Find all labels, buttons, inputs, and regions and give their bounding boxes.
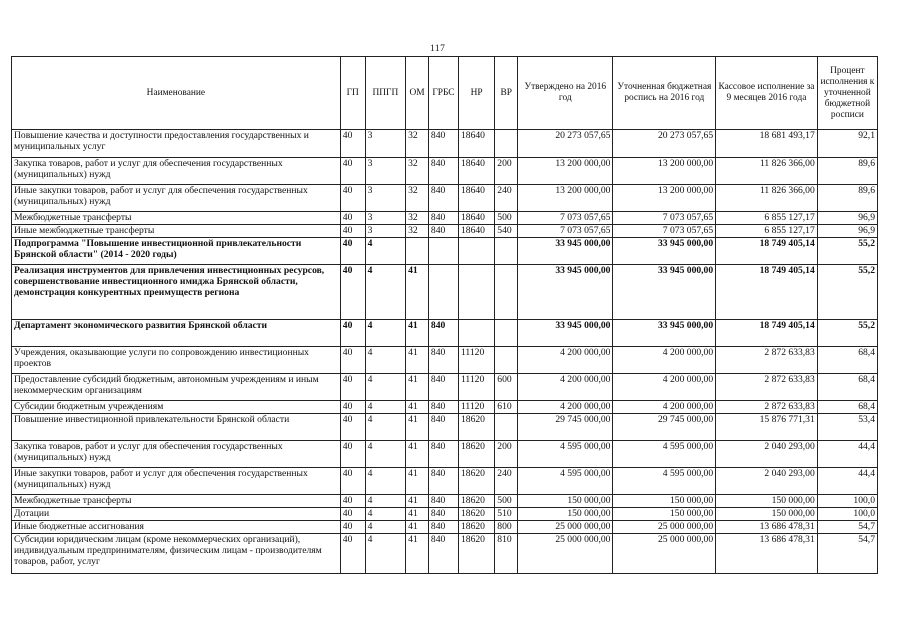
cell-cash-execution: 6 855 127,17 [716, 212, 818, 225]
cell-name: Субсидии юридическим лицам (кроме некоммерческих организаций), индивидуальным предпринимателям, физическим лицам - производителям товаров, работ, услуг [12, 534, 341, 574]
cell-gp: 40 [340, 225, 365, 238]
cell-ppgp: 4 [365, 521, 405, 534]
cell-cash-execution: 18 749 405,14 [716, 238, 818, 265]
cell-vr: 500 [495, 495, 518, 508]
cell-percent: 89,6 [817, 158, 877, 185]
table-row [12, 238, 878, 265]
cell-cash-execution: 2 872 633,83 [716, 374, 818, 401]
cell-grbs: 840 [428, 320, 458, 347]
cell-revised: 7 073 057,65 [613, 225, 716, 238]
cell-ppgp: 4 [365, 265, 405, 320]
cell-percent: 100,0 [817, 495, 877, 508]
cell-grbs: 840 [428, 521, 458, 534]
cell-gp: 40 [340, 374, 365, 401]
cell-cash-execution: 11 826 366,00 [716, 158, 818, 185]
cell-percent: 100,0 [817, 508, 877, 521]
cell-om: 41 [406, 374, 429, 401]
cell-revised: 4 200 000,00 [613, 401, 716, 414]
header-percent: Процент исполнения к уточненной бюджетной росписи [817, 57, 877, 130]
cell-approved: 25 000 000,00 [518, 534, 613, 574]
cell-ppgp: 4 [365, 401, 405, 414]
cell-cash-execution: 6 855 127,17 [716, 225, 818, 238]
cell-vr [495, 130, 518, 158]
cell-om: 41 [406, 521, 429, 534]
cell-om: 32 [406, 185, 429, 212]
cell-name: Иные бюджетные ассигнования [12, 521, 341, 534]
cell-percent: 68,4 [817, 374, 877, 401]
cell-gp: 40 [340, 320, 365, 347]
cell-cash-execution: 150 000,00 [716, 495, 818, 508]
cell-vr: 200 [495, 441, 518, 468]
cell-gp: 40 [340, 212, 365, 225]
cell-nr: 18620 [458, 495, 494, 508]
cell-percent: 55,2 [817, 238, 877, 265]
cell-cash-execution: 150 000,00 [716, 508, 818, 521]
cell-revised: 150 000,00 [613, 508, 716, 521]
cell-name: Предоставление субсидий бюджетным, автономным учреждениям и иным некоммерческим организациям [12, 374, 341, 401]
table-row [12, 374, 878, 401]
cell-gp: 40 [340, 468, 365, 495]
cell-om: 32 [406, 212, 429, 225]
header-om: ОМ [406, 57, 429, 130]
cell-grbs: 840 [428, 441, 458, 468]
cell-nr: 18640 [458, 185, 494, 212]
cell-nr: 18620 [458, 521, 494, 534]
cell-name: Повышение качества и доступности предоставления государственных и муниципальных услуг [12, 130, 341, 158]
cell-name: Реализация инструментов для привлечения инвестиционных ресурсов, совершенствование инвестиционного имиджа Брянской области, демонстрация конкурентных преимуществ региона [12, 265, 341, 320]
cell-name: Иные межбюджетные трансферты [12, 225, 341, 238]
cell-grbs: 840 [428, 534, 458, 574]
cell-revised: 33 945 000,00 [613, 265, 716, 320]
cell-percent: 96,9 [817, 212, 877, 225]
cell-approved: 25 000 000,00 [518, 521, 613, 534]
cell-ppgp: 4 [365, 238, 405, 265]
cell-om: 41 [406, 401, 429, 414]
cell-approved: 4 200 000,00 [518, 374, 613, 401]
cell-om [406, 238, 429, 265]
cell-gp: 40 [340, 508, 365, 521]
cell-percent: 55,2 [817, 320, 877, 347]
cell-cash-execution: 13 686 478,31 [716, 534, 818, 574]
cell-om: 32 [406, 225, 429, 238]
cell-approved: 4 200 000,00 [518, 347, 613, 374]
cell-approved: 4 595 000,00 [518, 468, 613, 495]
cell-grbs: 840 [428, 212, 458, 225]
cell-percent: 53,4 [817, 414, 877, 441]
cell-name: Учреждения, оказывающие услуги по сопровождению инвестиционных проектов [12, 347, 341, 374]
cell-nr: 18620 [458, 414, 494, 441]
cell-ppgp: 4 [365, 508, 405, 521]
cell-gp: 40 [340, 185, 365, 212]
cell-ppgp: 3 [365, 212, 405, 225]
cell-revised: 13 200 000,00 [613, 158, 716, 185]
cell-om: 41 [406, 508, 429, 521]
cell-grbs: 840 [428, 495, 458, 508]
cell-gp: 40 [340, 441, 365, 468]
cell-vr: 600 [495, 374, 518, 401]
cell-approved: 4 595 000,00 [518, 441, 613, 468]
cell-nr: 18640 [458, 130, 494, 158]
cell-revised: 4 200 000,00 [613, 374, 716, 401]
cell-cash-execution: 18 681 493,17 [716, 130, 818, 158]
cell-name: Повышение инвестиционной привлекательности Брянской области [12, 414, 341, 441]
table-row [12, 468, 878, 495]
cell-nr: 11120 [458, 374, 494, 401]
cell-ppgp: 4 [365, 534, 405, 574]
cell-approved: 33 945 000,00 [518, 265, 613, 320]
cell-om: 41 [406, 414, 429, 441]
header-revised: Уточненная бюджетная роспись на 2016 год [613, 57, 716, 130]
cell-percent: 68,4 [817, 401, 877, 414]
cell-ppgp: 3 [365, 130, 405, 158]
cell-grbs: 840 [428, 185, 458, 212]
cell-percent: 96,9 [817, 225, 877, 238]
cell-approved: 33 945 000,00 [518, 320, 613, 347]
cell-gp: 40 [340, 414, 365, 441]
cell-cash-execution: 11 826 366,00 [716, 185, 818, 212]
cell-revised: 7 073 057,65 [613, 212, 716, 225]
cell-om: 32 [406, 158, 429, 185]
cell-percent: 44,4 [817, 468, 877, 495]
cell-vr: 500 [495, 212, 518, 225]
cell-approved: 20 273 057,65 [518, 130, 613, 158]
cell-grbs: 840 [428, 401, 458, 414]
cell-name: Межбюджетные трансферты [12, 212, 341, 225]
cell-gp: 40 [340, 347, 365, 374]
cell-grbs: 840 [428, 130, 458, 158]
cell-vr: 240 [495, 185, 518, 212]
cell-om: 41 [406, 320, 429, 347]
header-name: Наименование [12, 57, 341, 130]
table-row [12, 265, 878, 320]
cell-revised: 4 595 000,00 [613, 441, 716, 468]
cell-gp: 40 [340, 401, 365, 414]
cell-approved: 13 200 000,00 [518, 185, 613, 212]
cell-gp: 40 [340, 534, 365, 574]
cell-gp: 40 [340, 158, 365, 185]
cell-approved: 33 945 000,00 [518, 238, 613, 265]
cell-percent: 55,2 [817, 265, 877, 320]
cell-vr [495, 414, 518, 441]
cell-nr [458, 265, 494, 320]
cell-revised: 25 000 000,00 [613, 534, 716, 574]
page-number: 117 [430, 44, 446, 54]
cell-cash-execution: 15 876 771,31 [716, 414, 818, 441]
table-row [12, 441, 878, 468]
table-row [12, 401, 878, 414]
cell-name: Иные закупки товаров, работ и услуг для обеспечения государственных (муниципальных) нужд [12, 185, 341, 212]
cell-cash-execution: 2 872 633,83 [716, 401, 818, 414]
cell-cash-execution: 2 872 633,83 [716, 347, 818, 374]
cell-approved: 7 073 057,65 [518, 225, 613, 238]
cell-grbs: 840 [428, 158, 458, 185]
cell-grbs: 840 [428, 225, 458, 238]
cell-ppgp: 4 [365, 320, 405, 347]
cell-approved: 13 200 000,00 [518, 158, 613, 185]
header-nr: НР [458, 57, 494, 130]
cell-om: 41 [406, 347, 429, 374]
cell-nr [458, 238, 494, 265]
cell-revised: 33 945 000,00 [613, 320, 716, 347]
cell-vr [495, 320, 518, 347]
cell-om: 41 [406, 441, 429, 468]
cell-name: Департамент экономического развития Брянской области [12, 320, 341, 347]
cell-ppgp: 4 [365, 468, 405, 495]
table-row [12, 521, 878, 534]
cell-grbs: 840 [428, 374, 458, 401]
cell-ppgp: 4 [365, 414, 405, 441]
header-cash-execution: Кассовое исполнение за 9 месяцев 2016 года [716, 57, 818, 130]
cell-grbs: 840 [428, 468, 458, 495]
table-row [12, 225, 878, 238]
cell-nr: 18620 [458, 508, 494, 521]
cell-revised: 13 200 000,00 [613, 185, 716, 212]
cell-gp: 40 [340, 521, 365, 534]
cell-grbs: 840 [428, 414, 458, 441]
cell-vr: 610 [495, 401, 518, 414]
cell-cash-execution: 13 686 478,31 [716, 521, 818, 534]
cell-vr: 510 [495, 508, 518, 521]
cell-nr: 11120 [458, 347, 494, 374]
cell-approved: 4 200 000,00 [518, 401, 613, 414]
cell-cash-execution: 2 040 293,00 [716, 441, 818, 468]
cell-revised: 4 595 000,00 [613, 468, 716, 495]
cell-revised: 29 745 000,00 [613, 414, 716, 441]
header-approved: Утверждено на 2016 год [518, 57, 613, 130]
cell-vr: 540 [495, 225, 518, 238]
cell-om: 41 [406, 495, 429, 508]
cell-gp: 40 [340, 495, 365, 508]
cell-percent: 54,7 [817, 534, 877, 574]
cell-cash-execution: 18 749 405,14 [716, 265, 818, 320]
table-row [12, 130, 878, 158]
header-gp: ГП [340, 57, 365, 130]
cell-percent: 89,6 [817, 185, 877, 212]
cell-vr [495, 347, 518, 374]
cell-ppgp: 3 [365, 158, 405, 185]
cell-vr [495, 265, 518, 320]
cell-percent: 54,7 [817, 521, 877, 534]
cell-ppgp: 4 [365, 441, 405, 468]
table-row [12, 347, 878, 374]
cell-revised: 33 945 000,00 [613, 238, 716, 265]
cell-om: 41 [406, 534, 429, 574]
cell-nr: 18620 [458, 441, 494, 468]
cell-name: Дотации [12, 508, 341, 521]
cell-revised: 150 000,00 [613, 495, 716, 508]
header-vr: ВР [495, 57, 518, 130]
cell-percent: 44,4 [817, 441, 877, 468]
cell-vr: 240 [495, 468, 518, 495]
cell-grbs: 840 [428, 347, 458, 374]
table-body [12, 130, 878, 574]
cell-ppgp: 3 [365, 225, 405, 238]
cell-nr: 18620 [458, 534, 494, 574]
cell-nr: 18640 [458, 225, 494, 238]
cell-nr: 11120 [458, 401, 494, 414]
cell-vr: 200 [495, 158, 518, 185]
table-header-row [12, 57, 878, 130]
cell-ppgp: 4 [365, 374, 405, 401]
budget-execution-table [11, 56, 878, 574]
cell-nr [458, 320, 494, 347]
cell-revised: 20 273 057,65 [613, 130, 716, 158]
cell-percent: 92,1 [817, 130, 877, 158]
cell-cash-execution: 18 749 405,14 [716, 320, 818, 347]
cell-grbs: 840 [428, 508, 458, 521]
table-row [12, 185, 878, 212]
cell-cash-execution: 2 040 293,00 [716, 468, 818, 495]
cell-approved: 150 000,00 [518, 495, 613, 508]
table-row [12, 320, 878, 347]
cell-om: 41 [406, 265, 429, 320]
cell-approved: 29 745 000,00 [518, 414, 613, 441]
cell-approved: 7 073 057,65 [518, 212, 613, 225]
cell-name: Субсидии бюджетным учреждениям [12, 401, 341, 414]
cell-vr: 810 [495, 534, 518, 574]
cell-name: Закупка товаров, работ и услуг для обеспечения государственных (муниципальных) нужд [12, 158, 341, 185]
table-row [12, 414, 878, 441]
cell-approved: 150 000,00 [518, 508, 613, 521]
table-row [12, 508, 878, 521]
table-row [12, 495, 878, 508]
cell-grbs [428, 238, 458, 265]
cell-nr: 18640 [458, 158, 494, 185]
cell-nr: 18640 [458, 212, 494, 225]
cell-name: Межбюджетные трансферты [12, 495, 341, 508]
header-grbs: ГРБС [428, 57, 458, 130]
cell-gp: 40 [340, 265, 365, 320]
cell-name: Закупка товаров, работ и услуг для обеспечения государственных (муниципальных) нужд [12, 441, 341, 468]
table-row [12, 534, 878, 574]
table-row [12, 158, 878, 185]
cell-vr: 800 [495, 521, 518, 534]
cell-nr: 18620 [458, 468, 494, 495]
cell-vr [495, 238, 518, 265]
cell-revised: 4 200 000,00 [613, 347, 716, 374]
cell-revised: 25 000 000,00 [613, 521, 716, 534]
cell-ppgp: 4 [365, 347, 405, 374]
cell-ppgp: 4 [365, 495, 405, 508]
cell-percent: 68,4 [817, 347, 877, 374]
cell-grbs [428, 265, 458, 320]
header-ppgp: ППГП [365, 57, 405, 130]
cell-ppgp: 3 [365, 185, 405, 212]
cell-om: 41 [406, 468, 429, 495]
cell-name: Иные закупки товаров, работ и услуг для обеспечения государственных (муниципальных) нужд [12, 468, 341, 495]
cell-name: Подпрограмма "Повышение инвестиционной привлекательности Брянской области" (2014 - 2020 годы) [12, 238, 341, 265]
cell-gp: 40 [340, 130, 365, 158]
table-row [12, 212, 878, 225]
cell-gp: 40 [340, 238, 365, 265]
cell-om: 32 [406, 130, 429, 158]
